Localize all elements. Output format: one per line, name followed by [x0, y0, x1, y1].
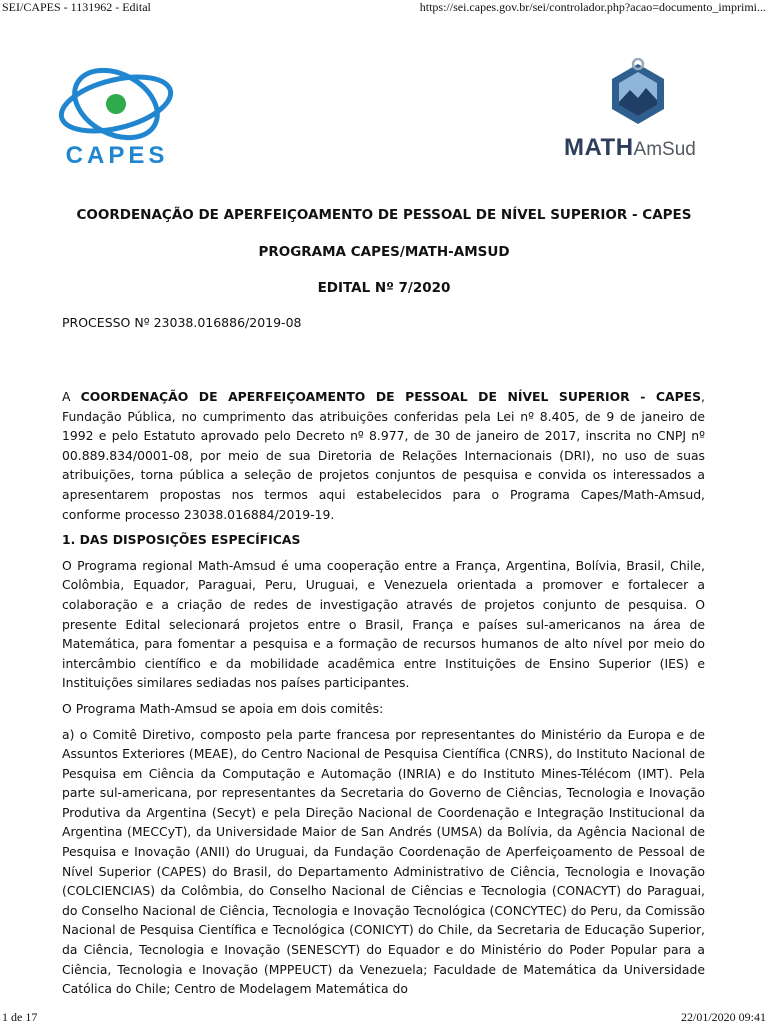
print-header-url: https://sei.capes.gov.br/sei/controlador.php?acao=documento_imprimi...: [419, 0, 766, 14]
edital-heading: EDITAL Nº 7/2020: [317, 280, 451, 296]
intro-paragraph: [62, 387, 705, 524]
intro-prefix: A: [62, 389, 81, 404]
math-hexagon-icon: [606, 58, 670, 130]
capes-logo: [54, 64, 178, 168]
print-header-title: SEI/CAPES - 1131962 - Edital: [2, 0, 151, 14]
math-wordmark-light: AmSud: [633, 139, 696, 160]
print-header: [0, 0, 768, 14]
math-amsud-wordmark: [564, 134, 696, 162]
organization-heading: COORDENAÇÃO DE APERFEIÇOAMENTO DE PESSOAL DE NÍVEL SUPERIOR - CAPES: [76, 207, 692, 223]
math-wordmark-bold: MATH: [564, 134, 634, 161]
capes-orbit-icon: [54, 64, 178, 144]
print-datetime: 22/01/2020 09:41: [680, 1010, 766, 1024]
intro-rest: , Fundação Pública, no cumprimento das atribuições conferidas pela Lei nº 8.405, de 9 de janeiro de 1992 e pelo Estatuto aprovado pelo Decreto nº 8.977, de 30 de janeiro de 2017, inscrita no CNPJ nº 00.889.834/0001-08, por meio de sua Diretoria de Relações Internacionais (DRI), no uso de suas atribuições, torna pública a seleção de projetos conjuntos de pesquisa e convida os interessados a apresentarem propostas nos termos aqui estabelecidos para o Programa Capes/Math-Amsud, conforme processo 23038.016884/2019-19.: [62, 389, 705, 522]
section-1-paragraph-1: O Programa regional Math-Amsud é uma cooperação entre a França, Argentina, Bolívia, Brasil, Chile, Colômbia, Equador, Paraguai, Peru, Uruguai, e Venezuela orientada a promover e fortalecer a colaboração e a criação de redes de investigação através de projetos conjunto de pesquisa. O presente Edital selecionará projetos entre o Brasil, França e países sul-americanos na área de Matemática, para fomentar a pesquisa e a formação de recursos humanos de alto nível por meio do intercâmbio científico e da mobilidade acadêmica entre Instituições de Ensino Superior (IES) e Instituições similares sediadas nos países participantes.: [62, 557, 705, 691]
section-1-paragraph-3: a) o Comitê Diretivo, composto pela parte francesa por representantes do Ministério da Europa e de Assuntos Exteriores (MEAE), do Centro Nacional de Pesquisa Científica (CNRS), do Instituto Nacional de Pesquisa em Ciência da Computação e Automação (INRIA) e do Instituto Mines-Télécom (IMT). Pela parte sul-americana, por representantes da Secretaria do Governo de Ciências, Tecnologia e Inovação Produtiva da Argentina (Secyt) e pela Direção Nacional de Coordenação e Integração Institucional da Argentina (MECCyT), da Universidade Maior de San Andrés (UMSA) da Bolívia, da Agência Nacional de Pesquisa e Inovação (ANII) do Uruguai, da Fundação Coordenação de Aperfeiçoamento de Pessoal de Nível Superior (CAPES) do Brasil, do Departamento Administrativo de Ciência, Tecnologia e Inovação (COLCIENCIAS) da Colômbia, do Conselho Nacional de Ciências e Tecnologia (CONACYT) do Paraguai, do Conselho Nacional de Ciência, Tecnologia e Inovação Tecnológica (CONCYTEC) do Peru, da Comissão Nacional de Pesquisa Científica e Tecnológica (CONICYT) do Chile, da Secretaria de Educação Superior, da Ciência, Tecnologia e Inovação (SENESCYT) do Equador e do Ministério do Poder Popular para a Ciência, Tecnologia e Inovação (MPPEUCT) da Venezuela; Faculdade de Matemática da Universidade Católica do Chile; Centro de Modelagem Matemática do: [62, 726, 705, 997]
math-amsud-logo: [560, 58, 720, 162]
process-number: PROCESSO Nº 23038.016886/2019-08: [62, 315, 302, 330]
print-footer: [0, 1010, 768, 1024]
section-1-paragraph-2: O Programa Math-Amsud se apoia em dois comitês:: [62, 700, 384, 716]
program-heading: PROGRAMA CAPES/MATH-AMSUD: [258, 244, 510, 260]
page-counter: 1 de 17: [2, 1010, 38, 1024]
intro-bold-org: COORDENAÇÃO DE APERFEIÇOAMENTO DE PESSOAL DE NÍVEL SUPERIOR - CAPES: [80, 389, 702, 404]
capes-wordmark: CAPES: [65, 142, 169, 169]
section-1-title: 1. DAS DISPOSIÇÕES ESPECÍFICAS: [62, 532, 301, 548]
document-body: [62, 387, 705, 1005]
